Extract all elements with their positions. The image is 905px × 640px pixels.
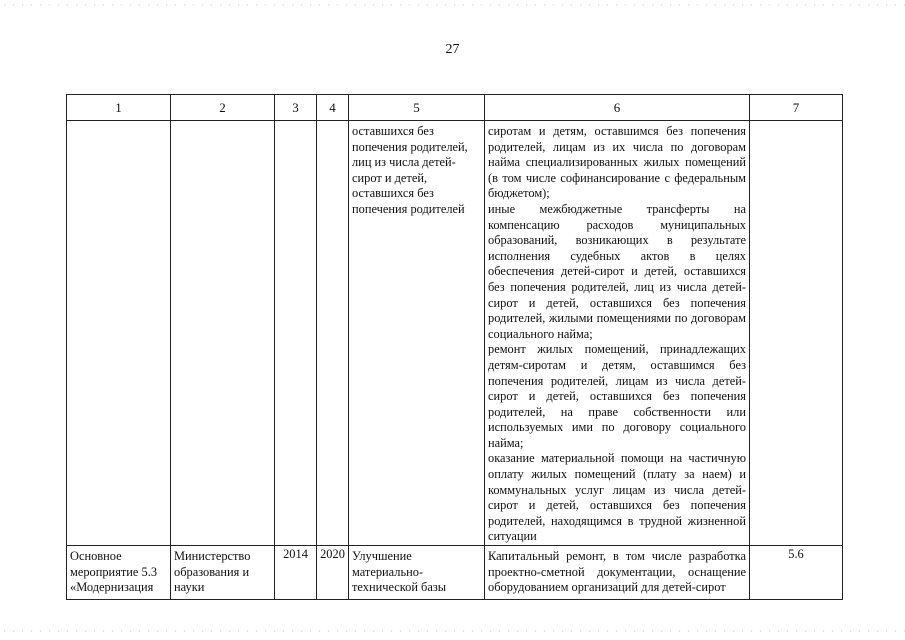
column-header-4: 4 [317,95,349,121]
cell-indicator-link [750,121,843,546]
cell-executor [171,121,275,546]
column-header-7: 7 [750,95,843,121]
cell-start-year: 2014 [275,546,317,600]
cell-executor: Министерство образования и науки [171,546,275,600]
cell-end-year [317,121,349,546]
cell-expected-result: оставшихся без попечения родителей, лиц из числа детей- сирот и детей, оставшихся без попечения родителей [349,121,485,546]
cell-measure-name [67,121,171,546]
column-header-6: 6 [485,95,750,121]
cell-main-directions: сиротам и детям, оставшимся без попечения родителей, лицам из их числа по договорам найма специализированных жилых помещений (в том числе софинансирование с федеральным бюджетом); иные межбюджетные трансферты на компенсацию расходов муниципальных образований, возникающих в результате исполнения судебных актов в целях обеспечения детей-сирот и детей, оставшихся без попечения родителей, лиц из числа детей-сирот и детей, оставшихся без попечения родителей, жилыми помещениями по договорам социального найма; ремонт жилых помещений, принадлежащих детям-сиротам и детям, оставшимся без попечения родителей, лицам из числа детей-сирот и детей, оставшихся без попечения родителей, на праве собственности или используемых ими по договору социального найма; оказание материальной помощи на частичную оплату жилых помещений (плату за наем) и коммунальных услуг лицам из числа детей-сирот и детей, оставшихся без попечения родителей, находящимся в трудной жизненной ситуации [485,121,750,546]
table-row [67,546,843,600]
column-header-1: 1 [67,95,171,121]
scan-artifact-bottom [0,630,905,632]
scan-artifact-top [0,4,905,6]
column-header-5: 5 [349,95,485,121]
cell-start-year [275,121,317,546]
page-number: 27 [445,42,460,57]
program-measures-table [66,94,843,600]
cell-expected-result: Улучшение материально- технической базы [349,546,485,600]
column-header-3: 3 [275,95,317,121]
column-header-2: 2 [171,95,275,121]
cell-measure-name: Основное мероприятие 5.3 «Модернизация [67,546,171,600]
cell-end-year: 2020 [317,546,349,600]
table-row [67,121,843,546]
cell-indicator-link: 5.6 [750,546,843,600]
table-header-row [67,95,843,121]
cell-main-directions: Капитальный ремонт, в том числе разработка проектно-сметной документации, оснащение оборудованием организаций для детей-сирот [485,546,750,600]
